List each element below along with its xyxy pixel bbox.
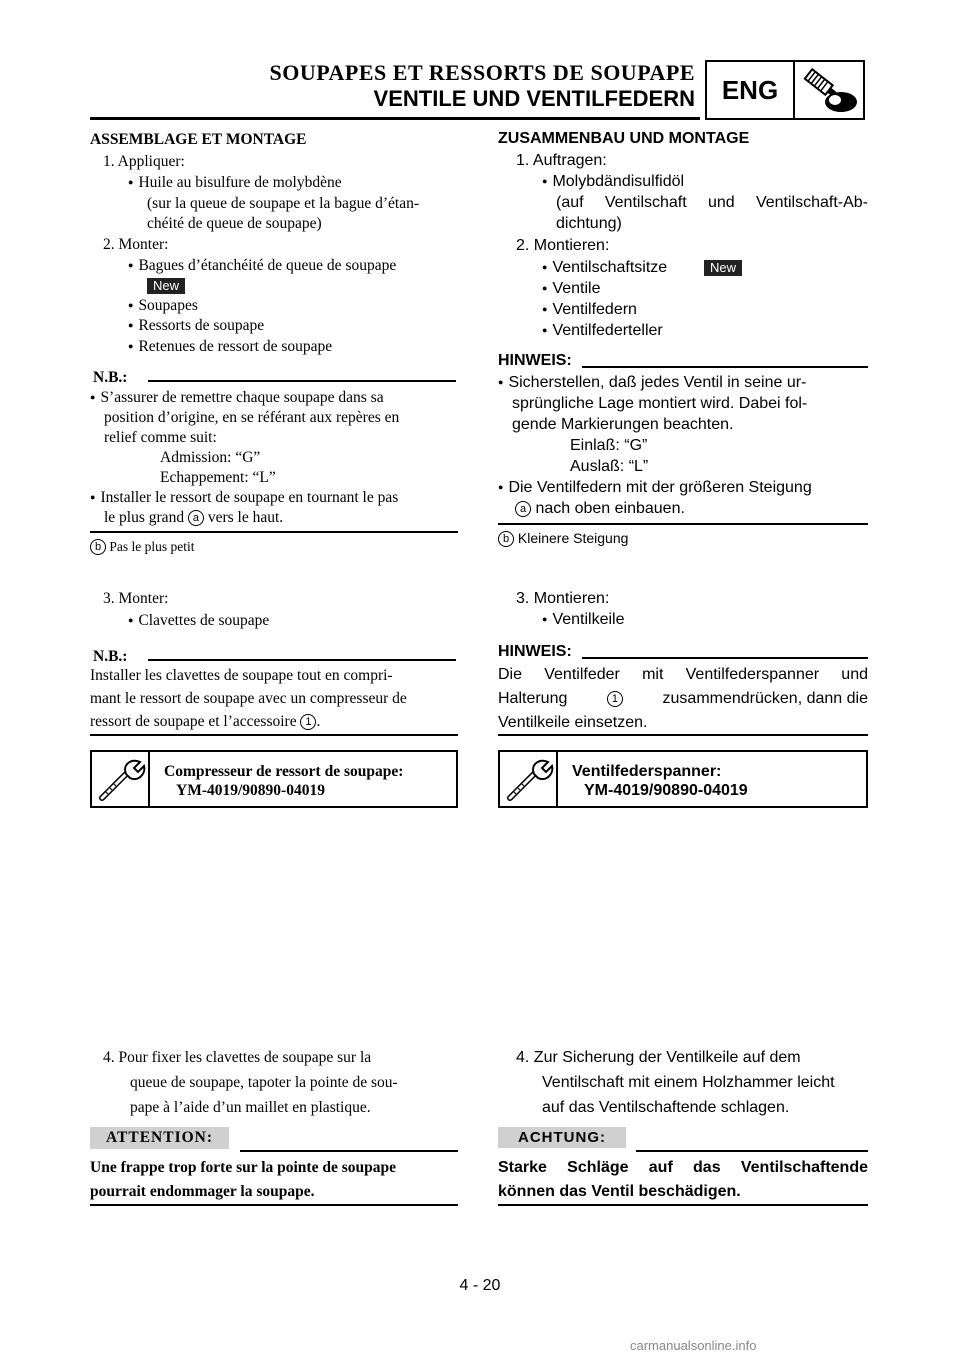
de-caution-label: ACHTUNG: xyxy=(498,1127,626,1148)
de-hinweis-end-rule xyxy=(498,523,868,525)
fr-heading: ASSEMBLAGE ET MONTAGE xyxy=(90,131,307,148)
de-hinweis-line: a nach oben einbauen. xyxy=(515,500,685,518)
fr-nb-rule xyxy=(148,380,456,382)
fr-nb-line: le plus grand a vers le haut. xyxy=(104,509,284,526)
de-hinweis-line: gende Markierungen beachten. xyxy=(512,416,734,433)
de-step1-item: ● Molybdändisulfidöl xyxy=(542,173,684,191)
marker-1: 1 xyxy=(607,691,623,707)
de-step2-label: 2. Montieren: xyxy=(516,237,610,254)
fr-nb-line: relief comme suit: xyxy=(104,429,217,446)
fr-nb-admission: Admission: “G” xyxy=(160,449,261,466)
de-step2-item: ● Ventilfedern xyxy=(542,301,637,319)
de-step2-item: ● Ventile xyxy=(542,280,600,298)
fr-nb2-rule xyxy=(148,659,456,661)
fr-legend-b: b Pas le plus petit xyxy=(90,539,195,555)
new-badge: New xyxy=(147,277,185,295)
fr-tool-text: Compresseur de ressort de soupape: YM-4019/90890-04019 xyxy=(164,763,404,799)
de-hinweis2-end-rule xyxy=(498,734,868,736)
wrench-icon xyxy=(500,752,558,806)
de-step3-label: 3. Montieren: xyxy=(516,590,610,607)
de-hinweis2-label: HINWEIS: xyxy=(498,643,572,660)
fr-nb2-label: N.B.: xyxy=(93,648,128,665)
fr-step2-item: ● Ressorts de soupape xyxy=(128,317,264,335)
de-legend-b: b Kleinere Steigung xyxy=(498,530,628,547)
de-tool-box xyxy=(498,750,868,808)
fr-step2-label: 2. Monter: xyxy=(103,236,169,253)
de-caution-end-rule xyxy=(498,1204,868,1206)
eng-label: ENG xyxy=(707,62,795,118)
marker-a: a xyxy=(515,501,531,517)
page-number: 4 - 20 xyxy=(459,1277,501,1294)
de-hinweis-rule xyxy=(582,366,868,368)
de-hinweis2-rule xyxy=(582,657,868,659)
fr-nb-item-1: ● S’assurer de remettre chaque soupape dans sa xyxy=(90,389,460,407)
de-hinweis-item-2: ● Die Ventilfedern mit der größeren Steigung xyxy=(498,479,868,497)
fr-tool-box xyxy=(90,750,458,808)
fr-nb-label: N.B.: xyxy=(93,369,128,386)
marker-1: 1 xyxy=(300,714,316,730)
de-step4: 4. Zur Sicherung der Ventilkeile auf dem Ventilschaft mit einem Holzhammer leicht auf das Ventilschaftende schlagen. xyxy=(516,1049,835,1116)
de-step1-note: (auf Ventilschaft und Ventilschaft-Ab- xyxy=(556,194,868,211)
fr-nb-line: position d’origine, en se référant aux repères en xyxy=(104,409,400,426)
wrench-icon xyxy=(92,752,150,806)
fr-step2-item: ● Soupapes xyxy=(128,297,198,315)
marker-b: b xyxy=(498,531,514,547)
fr-caution-text: Une frappe trop forte sur la pointe de soupape pourrait endommager la soupape. xyxy=(90,1159,396,1200)
fr-nb2-end-rule xyxy=(90,734,458,736)
de-auslass: Auslaß: “L” xyxy=(570,458,649,475)
de-hinweis-item-1: ● Sicherstellen, daß jedes Ventil in seine ur- xyxy=(498,374,868,392)
fr-caution-rule xyxy=(240,1150,458,1152)
fr-nb-end-rule xyxy=(90,531,458,533)
de-tool-text: Ventilfederspanner: YM-4019/90890-04019 xyxy=(572,763,748,799)
fr-step3-label: 3. Monter: xyxy=(103,590,169,607)
fr-caution-end-rule xyxy=(90,1204,458,1206)
de-caution-rule xyxy=(636,1150,868,1152)
de-step1-note: dichtung) xyxy=(556,215,622,232)
fr-step2-item: ● Bagues d’étanchéité de queue de soupape xyxy=(128,257,458,275)
de-hinweis-line: sprüngliche Lage montiert wird. Dabei fol- xyxy=(512,395,808,412)
watermark: carmanualsonline.info xyxy=(630,1338,757,1353)
fr-step3-item: ● Clavettes de soupape xyxy=(128,612,269,630)
de-step3-item: ● Ventilkeile xyxy=(542,611,624,629)
de-heading: ZUSAMMENBAU UND MONTAGE xyxy=(498,130,750,147)
fr-nb-item-2: ● Installer le ressort de soupape en tournant le pas xyxy=(90,489,398,507)
de-hinweis-label: HINWEIS: xyxy=(498,352,572,369)
new-badge: New xyxy=(704,259,742,277)
fr-step1-label: 1. Appliquer: xyxy=(103,153,185,170)
de-step2-item: ● Ventilschaftsitze xyxy=(542,259,667,277)
de-caution-text: Starke Schläge auf das Ventilschaftende können das Ventil beschädigen. xyxy=(498,1159,868,1200)
section-title-de: VENTILE UND VENTILFEDERN xyxy=(373,86,695,111)
marker-b: b xyxy=(90,539,106,555)
fr-nb-echappement: Echappement: “L” xyxy=(160,469,276,486)
header-rule xyxy=(90,117,700,120)
engine-icon xyxy=(795,64,863,116)
de-step1-label: 1. Auftragen: xyxy=(516,152,607,169)
fr-step4: 4. Pour fixer les clavettes de soupape sur la queue de soupape, tapoter la pointe de sou- pape à l’aide d’un maillet en plastique. xyxy=(103,1049,398,1116)
de-step2-item: ● Ventilfederteller xyxy=(542,322,663,340)
fr-step1-note: (sur la queue de soupape et la bague d’étan- chéité de queue de soupape) xyxy=(147,195,419,232)
fr-caution-label: ATTENTION: xyxy=(90,1127,229,1149)
section-title-fr: SOUPAPES ET RESSORTS DE SOUPAPE xyxy=(269,60,695,85)
de-hinweis2-text: Die Ventilfeder mit Ventilfederspanner und Halterung 1 zusammendrücken, dann die Ventilkeile einsetzen. xyxy=(498,666,868,731)
de-einlass: Einlaß: “G” xyxy=(570,437,648,454)
eng-badge xyxy=(705,60,865,120)
fr-nb2-text: Installer les clavettes de soupape tout en compri- mant le ressort de soupape avec un compresseur de ressort de soupape et l’accessoire 1 . xyxy=(90,667,407,730)
fr-step2-item: ● Retenues de ressort de soupape xyxy=(128,338,332,356)
fr-step1-item: ● Huile au bisulfure de molybdène xyxy=(128,174,342,192)
marker-a: a xyxy=(188,510,204,526)
